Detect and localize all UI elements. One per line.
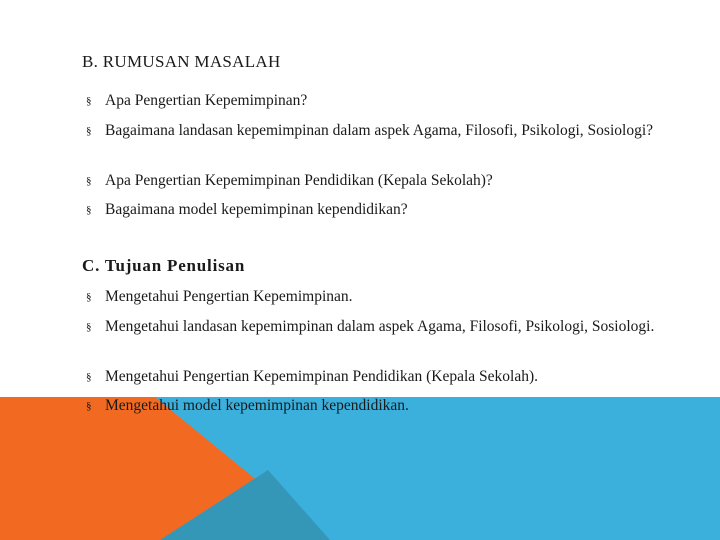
bullet-icon: §: [86, 291, 92, 303]
bullet-icon: §: [86, 321, 92, 333]
bullet-icon: §: [86, 400, 92, 412]
list-item-text: Mengetahui Pengertian Kepemimpinan Pendidikan (Kepala Sekolah).: [105, 368, 539, 385]
section-c-heading: C. Tujuan Penulisan: [82, 256, 246, 275]
section-b-heading: B. RUMUSAN MASALAH: [82, 52, 281, 71]
list-item-text: Mengetahui Pengertian Kepemimpinan.: [105, 288, 353, 305]
bullet-icon: §: [86, 204, 92, 216]
list-item-text: Bagaimana model kepemimpinan kependidikan?: [105, 201, 408, 218]
bullet-icon: §: [86, 371, 92, 383]
list-item-text: Apa Pengertian Kepemimpinan?: [105, 92, 308, 109]
bullet-icon: §: [86, 175, 92, 187]
list-item-text: Mengetahui model kepemimpinan kependidikan.: [105, 397, 409, 414]
bullet-icon: §: [86, 95, 92, 107]
list-item-text: Bagaimana landasan kepemimpinan dalam aspek Agama, Filosofi, Psikologi, Sosiologi?: [105, 122, 654, 139]
bullet-icon: §: [86, 125, 92, 137]
list-item-text: Apa Pengertian Kepemimpinan Pendidikan (Kepala Sekolah)?: [105, 172, 493, 189]
list-item-text: Mengetahui landasan kepemimpinan dalam aspek Agama, Filosofi, Psikologi, Sosiologi.: [105, 318, 655, 335]
